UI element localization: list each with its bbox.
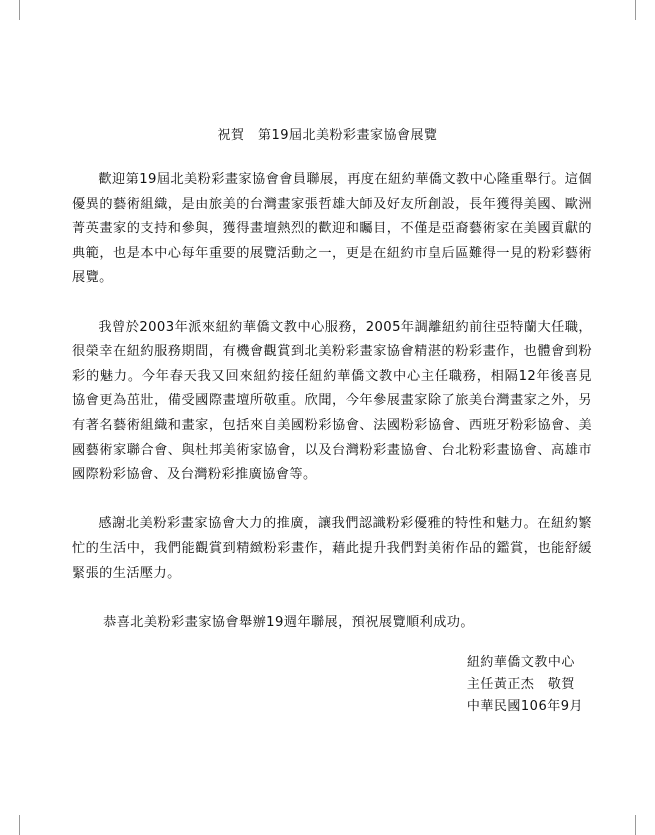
- paragraph-thanks: 感謝北美粉彩畫家協會大力的推廣，讓我們認識粉彩優雅的特性和魅力。在紐約繁忙的生活中，我們能觀賞到精緻粉彩畫作，藉此提升我們對美術作品的鑑賞，也能舒緩緊張的生活壓力。: [72, 516, 592, 581]
- signature-block: [467, 652, 583, 718]
- paragraph-history: 我曾於2003年派來紐約華僑文教中心服務，2005年調離紐約前往亞特蘭大任職，很榮幸在紐約服務期間，有機會觀賞到北美粉彩畫家協會精湛的粉彩畫作，也體會到粉彩的魅力。今年春天我又回來紐約接任紐約華僑文教中心主任職務，相隔12年後喜見協會更為茁壯，備受國際畫壇所敬重。欣聞，今年參展畫家除了旅美台灣畫家之外，另有著名藝術組織和畫家，包括來自美國粉彩協會、法國粉彩協會、西班牙粉彩協會、美國藝術家聯合會、與杜邦美術家協會，以及台灣粉彩畫協會、台北粉彩畫協會、高雄市國際粉彩協會、及台灣粉彩推廣協會等。: [72, 319, 592, 483]
- crop-mark-bottom-right: [635, 815, 636, 835]
- crop-mark-top-left: [19, 0, 20, 20]
- crop-mark-bottom-left: [19, 815, 20, 835]
- crop-mark-top-right: [635, 0, 636, 20]
- signature-person: 主任黃正杰 敬賀: [466, 677, 575, 692]
- signature-date: 中華民國106年9月: [466, 699, 583, 714]
- paragraph-congratulations: 恭喜北美粉彩畫家協會舉辦19週年聯展，預祝展覽順利成功。: [103, 614, 474, 630]
- letter-body: [72, 168, 592, 660]
- signature-organization: 紐約華僑文教中心: [466, 655, 575, 670]
- page-title: 祝賀 第19屆北美粉彩畫家協會展覽: [217, 128, 438, 143]
- paragraph-welcome: 歡迎第19屆北美粉彩畫家協會會員聯展，再度在紐約華僑文教中心隆重舉行。這個優異的藝術組織，是由旅美的台灣畫家張哲雄大師及好友所創設，長年獲得美國、歐洲菁英畫家的支持和參與，獲得畫壇熱烈的歡迎和矚目，不僅是亞裔藝術家在美國貢獻的典範，也是本中心每年重要的展覽活動之一，更是在紐約市皇后區難得一見的粉彩藝術展覽。: [72, 172, 592, 286]
